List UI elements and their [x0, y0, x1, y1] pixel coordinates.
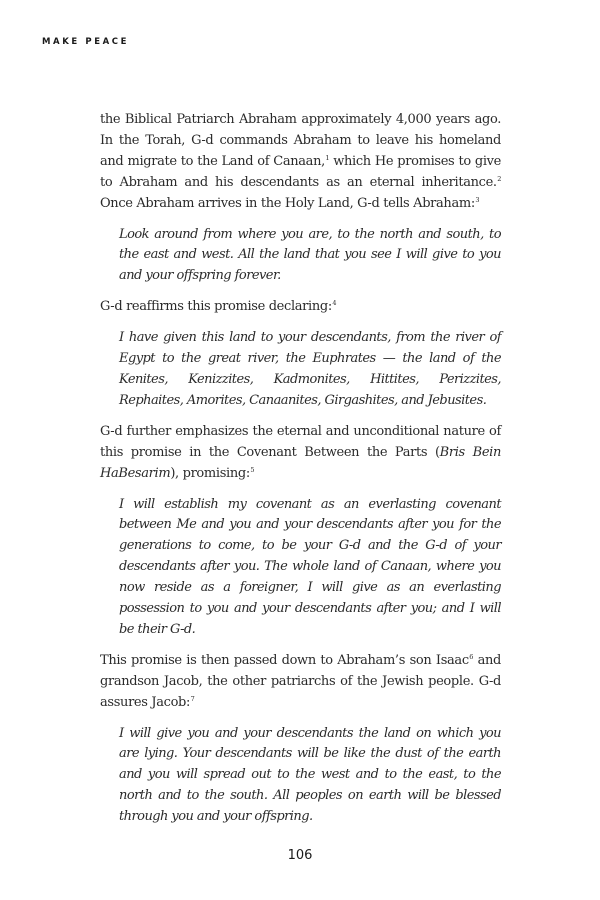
footnote-ref-4: 4: [332, 299, 337, 308]
block-quote-4: I will give you and your descendants the land on which you are lying. Your descendants will be like the dust of the earth and you will spread out to the west and to the east, to the north and to the south. All peoples on earth will be blessed through you and your offspring.: [119, 725, 501, 825]
footnote-ref-6: 6: [469, 652, 474, 661]
paragraph-1: [100, 110, 501, 215]
paragraph-4: [100, 651, 501, 714]
footnote-ref-1: 1: [325, 153, 330, 162]
paragraph-3-text: G-d further emphasizes the eternal and unconditional nature of this promise in the Covenant Between the Parts (: [100, 423, 501, 460]
block-quote-1: Look around from where you are, to the north and south, to the east and west. All the land that you see I will give to you and your offspring forever.: [119, 226, 501, 284]
block-quote-2: I have given this land to your descendants, from the river of Egypt to the great river, the Euphrates — the land of the Kenites, Kenizzites, Kadmonites, Hittites, Perizzites, Rephaites, Amorites, Canaanites, Girgashites, and Jebusites.: [119, 330, 501, 408]
footnote-ref-5: 5: [250, 465, 255, 474]
footnote-ref-3: 3: [475, 195, 480, 204]
paragraph-1-text-2: which He promises to give to Abraham and his descendants as an eternal inheritance.: [100, 153, 501, 190]
footnote-ref-7: 7: [190, 694, 195, 703]
hebrew-term: Bris Bein HaBesarim: [100, 444, 501, 481]
paragraph-4-text: This promise is then passed down to Abraham’s son Isaac: [100, 652, 469, 668]
paragraph-2-text: G-d reaffirms this promise declaring:: [100, 299, 332, 315]
footnote-ref-2: 2: [497, 174, 501, 183]
paragraph-4-text-2: and grandson Jacob, the other patriarchs of the Jewish people. G-d assures Jacob:: [100, 652, 501, 710]
paragraph-2: [100, 297, 501, 318]
paragraph-3-text-2: ), promising:: [170, 465, 250, 481]
paragraph-1-text: the Biblical Patriarch Abraham approximately 4,000 years ago. In the Torah, G-d commands Abraham to leave his homeland and migrate to the Land of Canaan,: [100, 112, 501, 169]
page-number: 106: [287, 848, 313, 863]
paragraph-3: [100, 422, 501, 485]
paragraph-1-text-3: Once Abraham arrives in the Holy Land, G-d tells Abraham:: [100, 195, 475, 211]
body-text: [100, 110, 501, 838]
block-quote-3: I will establish my covenant as an everlasting covenant between Me and you and your descendants after you for the generations to come, to be your G-d and the G-d of your descendants after you. The whole land of Canaan, where you now reside as a foreigner, I will give as an everlasting possession to you and your descendants after you; and I will be their G-d.: [119, 496, 501, 637]
running-head: MAKE PEACE: [42, 37, 130, 47]
